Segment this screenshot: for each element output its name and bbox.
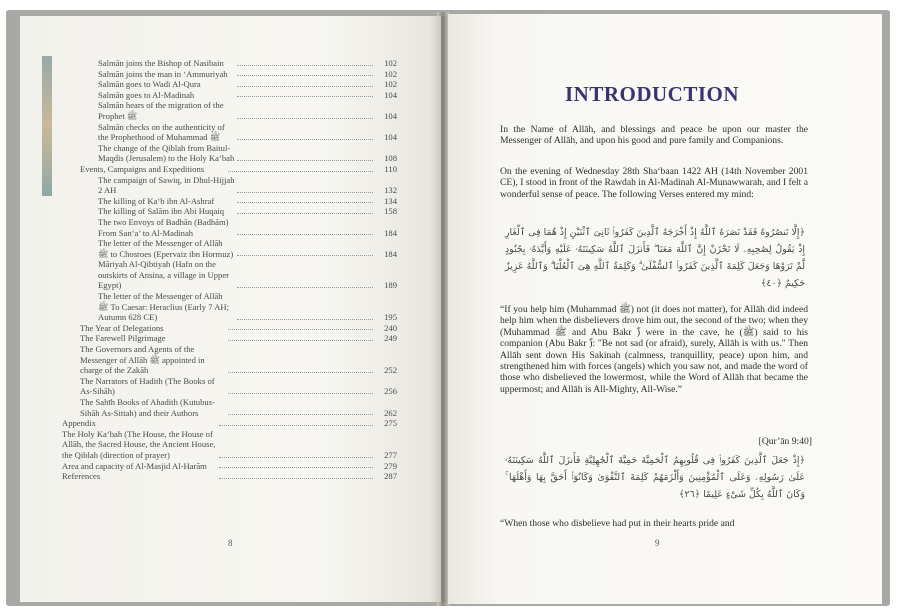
narrative-paragraph: On the evening of Wednesday 28th Sha‘baan 1422 AH (14th November 2001 CE), I stood in front of the Rawdah in Al-Madinah Al-Munawwarah, and I felt a wonderful sense of peace. The following Verses entered my mind: — [500, 166, 808, 200]
toc-entry — [62, 429, 397, 461]
toc-entry-title: References — [62, 471, 101, 482]
toc-entry-title: The letter of the Messenger of Allāh ﷺ to Chosroes (Epervaiz ibn Hormuz) — [98, 238, 234, 259]
toc-dot-leader — [228, 414, 374, 415]
toc-entry-page: 102 — [384, 68, 397, 79]
toc-entry-page: 252 — [384, 365, 397, 376]
toc-entry-page: 184 — [384, 248, 397, 259]
toc-entry — [62, 344, 397, 376]
toc-entry — [62, 79, 397, 90]
toc-entry — [62, 259, 397, 291]
toc-entry — [62, 69, 397, 80]
toc-entry-title: Appendix — [62, 418, 96, 429]
toc-dot-leader — [228, 372, 374, 373]
page-edge-decoration — [42, 56, 52, 196]
toc-dot-leader — [237, 213, 374, 214]
toc-entry — [62, 471, 397, 482]
opening-paragraph: In the Name of Allāh, and blessings and peace be upon our master the Messenger of Allāh, and upon his good and pure family and Companions. — [500, 124, 808, 147]
toc-entry-title: The campaign of Sawiq, in Dhul-Hijjah 2 AH — [98, 174, 235, 196]
toc-dot-leader — [237, 96, 374, 97]
toc-entry-page: 279 — [384, 460, 397, 471]
toc-entry-page: 134 — [384, 195, 397, 206]
toc-entry — [62, 164, 397, 175]
toc-entry — [62, 100, 397, 121]
toc-entry-title: Salmān joins the man in ‘Ammuriyah — [98, 68, 228, 79]
toc-entry-page: 189 — [384, 280, 397, 291]
toc-dot-leader — [237, 139, 374, 140]
left-page-number: 8 — [228, 538, 233, 548]
toc-entry — [62, 418, 397, 429]
toc-dot-leader — [237, 234, 374, 235]
toc-dot-leader — [228, 393, 374, 394]
toc-entry — [62, 291, 397, 323]
toc-entry — [62, 90, 397, 101]
toc-entry-page: 275 — [384, 418, 397, 429]
toc-entry-page: 110 — [384, 163, 397, 174]
toc-entry — [62, 397, 397, 418]
quran-verse-arabic: ﴿إِلَّا تَنصُرُوهُ فَقَدْ نَصَرَهُ ٱللَّهُ إِذْ أَخْرَجَهُ ٱلَّذِينَ كَفَرُوا۟ ثَانِىَ ٱثْنَيْنِ إِذْ هُمَا فِى ٱلْغَارِ إِذْ يَقُولُ لِصَٰحِبِهِۦ لَا تَحْزَنْ إِنَّ ٱللَّهَ مَعَنَا ۖ فَأَنزَلَ ٱللَّهُ سَكِينَتَهُۥ عَلَيْهِ وَأَيَّدَهُۥ بِجُنُودٍ لَّمْ تَرَوْهَا وَجَعَلَ كَلِمَةَ ٱلَّذِينَ كَفَرُوا۟ ٱلسُّفْلَىٰ ۗ وَكَلِمَةُ ٱللَّهِ هِىَ ٱلْعُلْيَا ۗ وَٱللَّهُ عَزِيزٌ حَكِيمٌ ﴿٤٠﴾ — [505, 227, 805, 289]
toc-entry-title: Area and capacity of Al-Masjid Al-Harām — [62, 460, 207, 471]
toc-entry-title: Events, Campaigns and Expeditions — [80, 163, 205, 174]
toc-entry-page: 277 — [384, 449, 397, 460]
toc-entry-page: 104 — [384, 132, 397, 143]
gutter-shadow — [430, 16, 448, 602]
toc-dot-leader — [228, 171, 374, 172]
toc-entry-title: The Holy Ka‘bah (The House, the House of Allāh, the Sacred House, the Ancient House, the Qiblah (direction of prayer) — [62, 428, 216, 460]
toc-entry-page: 256 — [384, 386, 397, 397]
toc-dot-leader — [237, 202, 374, 203]
toc-entry-page: 102 — [384, 79, 397, 90]
toc-entry — [62, 376, 397, 397]
toc-entry-title: The Year of Delegations — [80, 322, 164, 333]
toc-entry — [62, 461, 397, 472]
right-page-number: 9 — [655, 538, 660, 548]
page-title: INTRODUCTION — [565, 82, 740, 106]
toc-dot-leader — [237, 65, 374, 66]
toc-dot-leader — [219, 425, 374, 426]
toc-entry-page: 104 — [384, 89, 397, 100]
toc-entry-title: Salmān hears of the migration of the Prophet ﷺ — [98, 100, 224, 121]
toc-dot-leader — [228, 340, 374, 341]
toc-entry — [62, 122, 397, 143]
toc-entry-title: Salmān checks on the authenticity of the Prophethood of Muhammad ﷺ — [98, 121, 225, 143]
toc-entry — [62, 217, 397, 238]
toc-entry — [62, 333, 397, 344]
toc-entry-page: 195 — [384, 312, 397, 323]
toc-entry — [62, 58, 397, 69]
toc-entry-title: The letter of the Messenger of Allāh ﷺ To Caesar: Heraclius (Early 7 AH; Autumn 628 CE) — [98, 291, 230, 323]
toc-entry-title: The two Envoys of Badhān (Badhām) From San‘a’ to Al-Madinah — [98, 216, 229, 238]
toc-entry-page: 132 — [384, 185, 397, 196]
toc-dot-leader — [237, 86, 374, 87]
toc-dot-leader — [237, 118, 374, 119]
toc-dot-leader — [237, 319, 374, 320]
toc-dot-leader — [219, 467, 374, 468]
toc-entry-title: Māriyah Al-Qibtiyah (Hafn on the outskirts of Ansina, a village in Upper Egypt) — [98, 259, 230, 291]
toc-entry-title: The killing of Ka‘b ibn Al-Ashraf — [98, 195, 215, 206]
toc-entry-title: Salmān goes to Al-Madinah — [98, 89, 195, 100]
toc-entry — [62, 206, 397, 217]
toc-dot-leader — [219, 457, 374, 458]
toc-entry — [62, 196, 397, 207]
toc-entry-page: 249 — [384, 333, 397, 344]
toc-entry-title: Salmān goes to Wadi Al-Qura — [98, 79, 201, 90]
toc-entry — [62, 175, 397, 196]
toc-entry-title: The change of the Qiblah from Baitul-Maqdis (Jerusalem) to the Holy Ka‘bah — [98, 142, 235, 164]
toc-entry-title: The Narrators of Hadith (The Books of As-Sihāh) — [80, 375, 215, 397]
toc-entry — [62, 323, 397, 334]
toc-entry-title: The Sahīh Books of Ahadith (Kutubus-Sihāh As-Sittah) and their Authors — [80, 397, 215, 418]
toc-entry-page: 104 — [384, 110, 397, 121]
toc-dot-leader — [237, 192, 374, 193]
toc-dot-leader — [228, 329, 374, 330]
toc-entry-title: Salmān joins the Bishop of Nasibain — [98, 58, 224, 68]
toc-entry-title: The Farewell Pilgrimage — [80, 333, 166, 344]
toc-entry-page: 102 — [384, 58, 397, 68]
toc-dot-leader — [237, 287, 374, 288]
toc-dot-leader — [237, 75, 374, 76]
toc-dot-leader — [237, 160, 374, 161]
continuation-paragraph: “When those who disbelieve had put in their hearts pride and — [500, 518, 735, 529]
toc-entry-page: 108 — [384, 153, 397, 164]
verse-translation: “If you help him (Muhammad ﷺ) not (it does not matter), for Allāh did indeed help him when the disbelievers drove him out, the second of the two; when they (Muhammad ﷺ and Abu Bakr ؓ) were in the cave, he (ﷺ) said to his companion (Abu Bakr ؓ): "Be not sad (or afraid), surely, Allāh is with us." Then Allāh sent down His Sakinah (calmness, tranquillity, peace) upon him, and strengthened him with forces (angels) which you saw not, and made the word of those who disbelieved the lowermost, while the Word of Allāh that became the uppermost; and Allāh is All-Mighty, All-Wise.” — [500, 304, 808, 395]
quran-verse-arabic-2: ﴿إِذْ جَعَلَ ٱلَّذِينَ كَفَرُوا۟ فِى قُلُوبِهِمُ ٱلْحَمِيَّةَ حَمِيَّةَ ٱلْجَٰهِلِيَّةِ فَأَنزَلَ ٱللَّهُ سَكِينَتَهُۥ عَلَىٰ رَسُولِهِۦ وَعَلَى ٱلْمُؤْمِنِينَ وَأَلْزَمَهُمْ كَلِمَةَ ٱلتَّقْوَىٰ وَكَانُوٓا۟ أَحَقَّ بِهَا وَأَهْلَهَا ۚ وَكَانَ ٱللَّهُ بِكُلِّ شَىْءٍ عَلِيمًا ﴿٢٦﴾ — [505, 455, 805, 500]
toc-entry-page: 262 — [384, 407, 397, 418]
toc-entry-title: The Governors and Agents of the Messenger of Allāh ﷺ appointed in charge of the Zakāh — [80, 344, 205, 376]
toc-dot-leader — [219, 478, 374, 479]
toc-entry — [62, 143, 397, 164]
toc-entry — [62, 238, 397, 259]
verse-reference: [Qur’ān 9:40] — [758, 436, 812, 447]
toc-dot-leader — [237, 255, 374, 256]
toc-entry-title: The killing of Salām ibn Abi Huqaiq — [98, 206, 225, 217]
toc-entry-page: 287 — [384, 471, 397, 482]
toc-entry-page: 240 — [384, 322, 397, 333]
toc-entry-page: 158 — [384, 206, 397, 217]
table-of-contents — [62, 58, 397, 482]
toc-entry-page: 184 — [384, 227, 397, 238]
